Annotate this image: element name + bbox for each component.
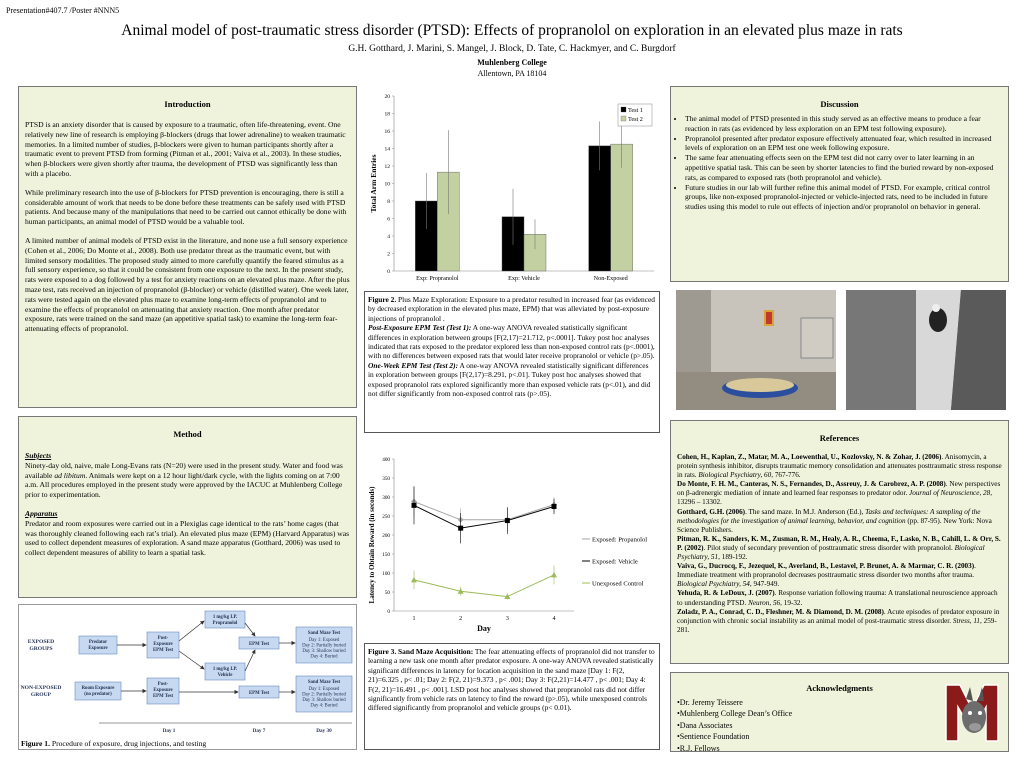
y-tick-label: 0 <box>387 269 390 275</box>
legend-label: Exposed: Propanolol <box>592 536 648 544</box>
y-tick-label: 6 <box>387 216 390 223</box>
y-tick-label: 2 <box>387 251 390 258</box>
mule-logo <box>942 677 1002 747</box>
predator-exposure-label: Predator Exposure <box>88 640 108 651</box>
discussion-bullet: • The same fear attenuating effects seen on the EPM test did not carry over to later learning in an appetitive spatial task. This can be seen by shorter latencies to find the buried reward by non-exposed rats, as compared to exposed rats (both propranolol and vehicle). <box>685 153 1004 182</box>
references-list <box>671 453 1008 635</box>
epm-test-label-2: EPM Test <box>248 691 270 696</box>
series-line <box>414 575 554 597</box>
y-tick-label: 20 <box>384 94 390 100</box>
acknowledgment-item: •R.J. Fellows <box>677 743 720 753</box>
rat-maze-photo <box>846 290 1006 410</box>
sand-maze-title-1: Sand Maze Test <box>307 631 341 636</box>
acknowledgments-title: Acknowledgments <box>806 683 873 693</box>
y-axis-label: Total Arm Entries <box>369 154 378 213</box>
references-panel <box>670 420 1009 664</box>
data-point <box>551 572 557 578</box>
legend-label: Exposed: Vehicle <box>592 558 638 566</box>
acknowledgment-item: •Dana Associates <box>677 720 733 730</box>
reference-item: Zoladz, P. A., Conrad, C. D., Fleshner, M. & Diamond, D. M. (2008). Acute episodes of predator exposure in conjunction with chronic social instability as an animal model of post-traumatic stress disorder. Stress, 11, 259-281. <box>677 607 1000 634</box>
discussion-title: Discussion <box>820 99 859 109</box>
figure3-chart-box <box>364 451 660 637</box>
y-tick-label: 4 <box>387 234 390 240</box>
non-exposed-group-label: NON-EXPOSED GROUP <box>20 685 62 698</box>
method-panel <box>18 416 357 598</box>
discussion-bullet: • Future studies in our lab will further refine this animal model of PTSD. For example, critical control groups, like non-exposed propranolol-injected or vehicle-injected rats, need to be included in future studies using this model to rule out effects of injection and/or propranolol on behavior in general. <box>685 183 1004 212</box>
legend-label: Test 1 <box>628 107 643 114</box>
apparatus-heading: Apparatus <box>25 508 58 518</box>
reference-item: Pitman, R. K., Sanders, K. M., Zusman, R. M., Healy, A. R., Cheema, F., Lasko, N. B., Cahill, L. & Orr, S. P. (2002). Pilot study of secondary prevention of posttraumatic stress disorder with propranolol. Biological Psychiatry, 51, 189-192. <box>677 534 1001 562</box>
subjects-heading: Subjects <box>25 451 52 460</box>
y-tick-label: 14 <box>384 146 390 153</box>
acknowledgment-item: •Muhlenberg College Dean’s Office <box>677 709 793 719</box>
reference-item: Gotthard, G.H. (2006). The sand maze. In M.J. Anderson (Ed.), Tasks and techniques: A sampling of the methodologies for the investigation of animal learning, behavior, and cognition (pp. 87-95). New York: Nova Science Publishers. <box>677 507 992 534</box>
x-axis-label: Day <box>477 624 491 633</box>
subjects-text: Ninety-day old, naive, male Long-Evans rats (N=20) were used in the present study. Water and food was available ad libitum. Animals were kept on a 12 hour light/dark cycle, with the lights coming on at 7:00 a.m. All procedures employed in the present study were approved by the IACUC at Muhlenberg College prior to experimentation. <box>25 460 343 500</box>
reference-item: Cohen, H., Kaplan, Z., Matar, M. A., Loewenthal, U., Kozlovsky, N. & Zohar, J. (2006). Anisomycin, a protein synthesis inhibitor, disrupts traumatic memory consolidation and attenuates posttraumatic stress response in rats. Biological Psychiatry, 60, 767-776. <box>677 453 1002 480</box>
propranolol-label: 1 mg/kg I.P. Propranolol <box>212 615 238 626</box>
y-tick-label: 400 <box>382 457 390 463</box>
x-tick-label: Exp: Vehicle <box>508 275 540 282</box>
sand-maze-title-2: Sand Maze Test <box>307 680 341 685</box>
reference-item: Vaiva, G., Ducrocq, F., Jezequel, K., Averland, B., Lestavel, P. Brunet, A. & Marmar, C. R. (2003). Immediate treatment with propranolol decreases posttraumatic stress disorder two months after trauma. Biological Psychiatry, 54, 947-949. <box>677 562 976 589</box>
x-tick-label: 2 <box>459 616 463 622</box>
introduction-paragraph-2: While preliminary research into the use of β-blockers for PTSD prevention is encouraging, there is still a considerable amount of work that needs to be done before these treatments can be safely used with PTSD patients. And because many of the manipulations that need to be carried out cannot ethically be done with human participants, an animal model of PTSD would be a valuable tool. <box>25 187 347 227</box>
figure2-caption-box <box>364 291 660 433</box>
introduction-title: Introduction <box>164 99 211 109</box>
discussion-bullet: • Propranolol presented after predator exposure effectively attenuated fear, which resulted in increased levels of exploration on an EPM test one week following exposure. <box>685 134 1004 154</box>
reference-item: Yehuda, R. & LeDoux, J. (2007). Response variation following trauma: A translational neuroscience approach to understanding PTSD. Neuron, 56, 19-32. <box>677 589 998 607</box>
y-tick-label: 300 <box>382 495 390 501</box>
figure3-line-chart <box>364 451 660 637</box>
series-line <box>414 502 554 520</box>
y-axis-label: Latency to Obtain Reward (in seconds) <box>368 486 376 604</box>
figure2-bar-chart <box>364 88 660 288</box>
poster-title: Animal model of post-traumatic stress disorder (PTSD): Effects of propranolol on exploration in an elevated plus maze in rats <box>121 22 903 39</box>
y-tick-label: 200 <box>382 533 390 539</box>
post-epm-label-2: Post-Exposure EPM Test <box>152 682 174 699</box>
x-tick-label: Exp: Propranolol <box>416 275 459 282</box>
legend-label: Unexposed Control <box>592 580 644 588</box>
y-tick-label: 8 <box>387 199 390 205</box>
poster-location: Allentown, PA 18104 <box>477 69 547 78</box>
legend-label: Test 2 <box>628 116 643 123</box>
y-tick-label: 350 <box>382 476 390 482</box>
figure1-flowchart <box>19 605 356 737</box>
reference-item: Do Monte, F. H. M., Canteras, N. S., Fernandes, D., Assreuy, J. & Carobrez, A. P. (2008). New perspectives on β-adrenergic mediation of innate and learned fear responses to predator odor. Journal of Neuroscience, 28, 13296 – 13302. <box>677 480 1001 507</box>
poster-id: Presentation#407.7 /Poster #NNN5 <box>6 6 120 15</box>
exposed-groups-label: EXPOSED GROUPS <box>27 639 55 652</box>
discussion-list <box>671 114 1008 212</box>
discussion-panel <box>670 86 1009 282</box>
figure1-caption: Figure 1. Procedure of exposure, drug injections, and testing <box>21 739 207 748</box>
acknowledgment-item: •Dr. Jeremy Teissere <box>677 698 743 707</box>
y-tick-label: 0 <box>387 609 390 615</box>
poster-institution: Muhlenberg College <box>477 58 547 67</box>
acknowledgment-item: •Sentience Foundation <box>677 732 750 742</box>
data-point <box>552 504 557 509</box>
data-point <box>411 577 417 583</box>
room-exposure-label: Room Exposure (no predator) <box>81 686 115 697</box>
figure3-caption-box <box>364 643 660 750</box>
y-tick-label: 16 <box>384 129 390 135</box>
y-tick-label: 100 <box>382 571 390 577</box>
legend-swatch <box>621 116 626 121</box>
figure1-box <box>18 604 357 750</box>
predator-exposure-box <box>79 636 117 654</box>
method-title: Method <box>173 429 202 439</box>
y-tick-label: 150 <box>382 552 390 558</box>
introduction-paragraph-1: PTSD is an anxiety disorder that is caused by exposure to a traumatic, often life-threatening, event. One relatively new line of research is employing β-blockers (drugs that lower adrenaline) to weaken traumatic memories. In a limited number of studies, β-blockers were given to human participants shortly after a traumatic event to prevent PTSD from forming (Pitman et al., 2001; Vaiva et al., 2003). In these studies, when β-blockers were given shortly after trauma, the development of PTSD was significantly less than with a placebo. <box>25 120 346 178</box>
y-tick-label: 10 <box>384 181 390 188</box>
sand-maze-days-2: Day 1: Exposed Day 2: Partially buried Day 3: Shallow buried Day 4: Buried <box>302 687 346 709</box>
epm-test-label-1: EPM Test <box>248 642 270 647</box>
figure2-chart-box <box>364 88 660 288</box>
discussion-bullet: • The animal model of PTSD presented in this study served as an effective means to produce a fear reaction in rats (as evidenced by less exploration on an EPM test following exposure). <box>685 114 1004 134</box>
epm-room-photo <box>676 290 836 410</box>
legend-swatch <box>621 107 626 112</box>
data-point <box>412 503 417 508</box>
poster-authors: G.H. Gotthard, J. Marini, S. Mangel, J. Block, D. Tate, C. Hackmyer, and C. Burgdorf <box>348 44 676 54</box>
x-tick-label: 1 <box>412 616 416 622</box>
figure2-caption: Figure 2. Plus Maze Exploration: Exposure to a predator resulted in increased fear (as evidenced by decreased exploration in the elevated plus maze, EPM) that was alleviated by post-exposure injections of propranolol . <box>368 295 655 323</box>
data-point <box>458 526 463 531</box>
post-epm-label-1: Post-Exposure EPM Test <box>152 636 174 653</box>
introduction-panel <box>18 86 357 408</box>
x-tick-label: 4 <box>552 616 556 622</box>
sand-maze-days-1: Day 1: Exposed Day 2: Partially buried Day 3: Shallow buried Day 4: Buried <box>302 638 346 660</box>
y-tick-label: 12 <box>384 164 390 170</box>
y-tick-label: 250 <box>382 514 390 520</box>
figure3-caption: Figure 3. Sand Maze Acquisition: The fear attenuating effects of propranolol did not transfer to learning a new task one month after predator exposure. A one-way ANOVA revealed statistically significant differences in latency for location acquisition in the sand maze [Day 1: F(2, 21)=6.325 , p< .01; Day 2: F(2, 21)=9.373 , p< .001; Day 3: F(2,21)=14.477 , p< .001; Day 4: F(2, 21)=16.491 , p< .001]. LSD post hoc analyses showed that propranolol rats did not differ significantly from vehicle rats on latency to find the reward (p>.05), while unexposed controls differed significantly from propranolol and vehicle groups (p< 0.01). <box>368 647 655 713</box>
y-tick-label: 18 <box>384 111 390 118</box>
acknowledgments-panel <box>670 672 1009 752</box>
apparatus-text: Predator and room exposures were carried out in a Plexiglas cage identical to the rats’ home cages (that was thoroughly cleaned following each rat’s trial). An elevated plus maze (EPM) (Harvard Apparatus) was used to collect dependent measures of exploration. A sand maze apparatus (Gotthard, 2006) was used to collect dependent measures of ability to learn a spatial task. <box>25 518 350 558</box>
figure2-test2: One-Week EPM Test (Test 2): A one-way ANOVA revealed statistically significant differences in exploration between groups [F(2,17)=8.291, p<.01]. Tukey post hoc analyses showed that exposed propranolol rats explored significantly more than exposed vehicle rats (p<.01), and did not differ significantly from non-exposed control rats (p>.05). <box>368 360 651 399</box>
day-1-label: Day 1 <box>162 728 176 734</box>
figure2-test1: Post-Exposure EPM Test (Test 1): A one-way ANOVA revealed statistically significant differences in exploration between groups [F(2,17)=21.712, p<.0001]. Tukey post hoc analyses indicated that rats exposed to the predator explored less than non-exposed control rats (p<.0001), with no differences between exposed rats that would later receive propranolol or vehicle (p>.05). <box>368 323 655 361</box>
series-line <box>414 505 554 528</box>
y-tick-label: 50 <box>384 590 390 596</box>
day-7-label: Day 7 <box>252 728 266 734</box>
day-30-label: Day 30 <box>316 728 332 734</box>
references-title: References <box>819 433 860 443</box>
introduction-paragraph-3: A limited number of animal models of PTSD exist in the literature, and none use a full sensory experience (Cohen et al., 2006; Do Monte et al., 2008). Both use predator threat as the traumatic event, but with limited sensory modalities. The proposed study aimed to more carefully quantify the feared stimulus as a full sensory experience, so that it could be consistent from one exposure to the next. In the present study, rats were exposed to a dog followed by a test for anxiety reactions on an elevated plus maze. After the plus maze test, rats received an injection of propranolol (β-blocker) or vehicle (distilled water). One week later, rats were tested again on the elevated plus maze to examine long-term effects of propranolol and to examine the effects of propranolol on attenuating that anxiety reaction. One month after predator exposure, rats were trained on the sand maze (an appetitive spatial task) to examine the long-term fear-attenuating effects of propranolol. <box>25 235 350 334</box>
x-tick-label: Non-Exposed <box>593 275 628 282</box>
room-exposure-box <box>75 682 121 700</box>
data-point <box>505 518 510 523</box>
vehicle-label: 1 mg/kg I.P. Vehicle <box>212 667 238 678</box>
x-tick-label: 3 <box>505 616 509 622</box>
